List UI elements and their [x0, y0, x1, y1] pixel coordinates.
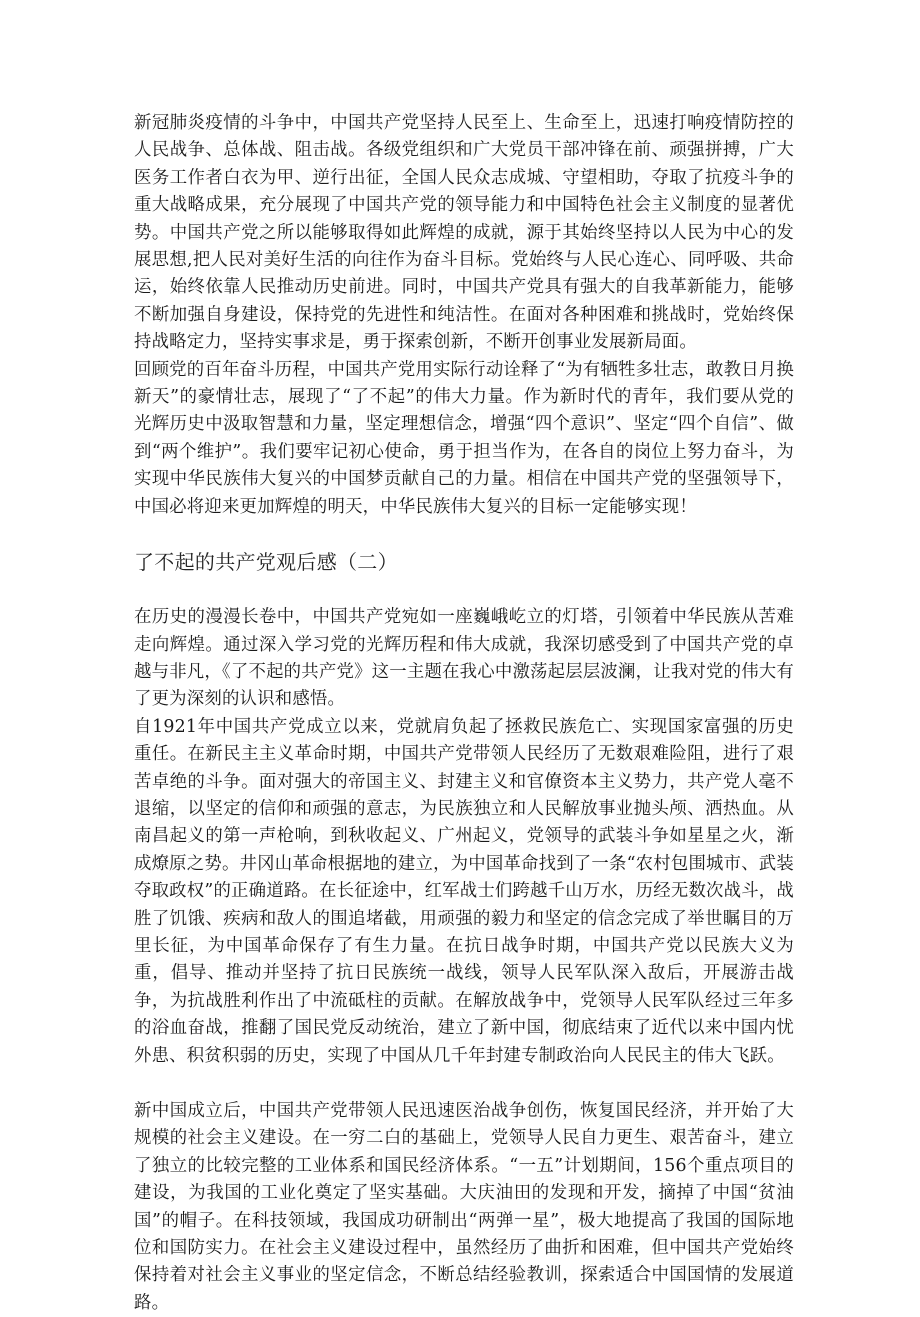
closing-paragraph: 新中国成立后，中国共产党带领人民迅速医治战争创伤，恢复国民经济，并开始了大规模的社会主义建设。在一穷二白的基础上，党领导人民自力更生、艰苦奋斗，建立了独立的比较完整的工业体系和国民经济体系。“一五”计划期间，156个重点项目的建设，为我国的工业化奠定了坚实基础。大庆油田的发现和开发，摘掉了中国“贫油国”的帽子。在科技领域，我国成功研制出“两弹一星”，极大地提高了我国的国际地位和国防实力。在社会主义建设过程中，虽然经历了曲折和困难，但中国共产党始终保持着对社会主义事业的坚定信念，不断总结经验教训，探索适合中国国情的发展道路。	[134, 1101, 794, 1313]
spacer	[134, 521, 794, 548]
document-page	[134, 110, 794, 1317]
intro-paragraph-1: 新冠肺炎疫情的斗争中，中国共产党坚持人民至上、生命至上，迅速打响疫情防控的人民战争、总体战、阻击战。各级党组织和广大党员干部冲锋在前、顽强拼搏，广大医务工作者白衣为甲、逆行出征，全国人民众志成城、守望相助，夺取了抗疫斗争的重大战略成果，充分展现了中国共产党的领导能力和中国特色社会主义制度的显著优势。中国共产党之所以能够取得如此辉煌的成就，源于其始终坚持以人民为中心的发展思想,把人民对美好生活的向往作为奋斗目标。党始终与人民心连心、同呼吸、共命运，始终依靠人民推动历史前进。同时，中国共产党具有强大的自我革新能力，能够不断加强自身建设，保持党的先进性和纯洁性。在面对各种困难和挑战时，党始终保持战略定力，坚持实事求是，勇于探索创新，不断开创事业发展新局面。	[134, 113, 794, 353]
section-paragraph-2: 自1921年中国共产党成立以来，党就肩负起了拯救民族危亡、实现国家富强的历史重任。在新民主主义革命时期，中国共产党带领人民经历了无数艰难险阻，进行了艰苦卓绝的斗争。面对强大的帝国主义、封建主义和官僚资本主义势力，共产党人毫不退缩，以坚定的信仰和顽强的意志，为民族独立和人民解放事业抛头颅、洒热血。从南昌起义的第一声枪响，到秋收起义、广州起义，党领导的武装斗争如星星之火，渐成燎原之势。井冈山革命根据地的建立，为中国革命找到了一条“农村包围城市、武装夺取政权”的正确道路。在长征途中，红军战士们跨越千山万水，历经无数次战斗，战胜了饥饿、疾病和敌人的围追堵截，用顽强的毅力和坚定的信念完成了举世瞩目的万里长征，为中国革命保存了有生力量。在抗日战争时期，中国共产党以民族大义为重，倡导、推动并坚持了抗日民族统一战线，领导人民军队深入敌后，开展游击战争，为抗战胜利作出了中流砥柱的贡献。在解放战争中，党领导人民军队经过三年多的浴血奋战，推翻了国民党反动统治，建立了新中国，彻底结束了近代以来中国内忧外患、积贫积弱的历史，实现了中国从几千年封建专制政治向人民民主的伟大飞跃。	[134, 716, 794, 1066]
spacer	[134, 576, 794, 604]
section-paragraph-1: 在历史的漫漫长卷中，中国共产党宛如一座巍峨屹立的灯塔，引领着中华民族从苦难走向辉煌。通过深入学习党的光辉历程和伟大成就，我深切感受到了中国共产党的卓越与非凡，《了不起的共产党》这一主题在我心中激荡起层层波澜，让我对党的伟大有了更为深刻的认识和感悟。	[134, 607, 794, 710]
section-title: 了不起的共产党观后感（二）	[134, 550, 398, 575]
spacer	[134, 1070, 794, 1098]
intro-paragraph-2: 回顾党的百年奋斗历程，中国共产党用实际行动诠释了“为有牺牲多壮志，敢教日月换新天”的豪情壮志，展现了“了不起”的伟大力量。作为新时代的青年，我们要从党的光辉历史中汲取智慧和力量，坚定理想信念，增强“四个意识”、坚定“四个自信”、做到“两个维护”。我们要牢记初心使命，勇于担当作为，在各自的岗位上努力奋斗，为实现中华民族伟大复兴的中国梦贡献自己的力量。相信在中国共产党的坚强领导下，中国必将迎来更加辉煌的明天，中华民族伟大复兴的目标一定能够实现！	[134, 359, 794, 517]
